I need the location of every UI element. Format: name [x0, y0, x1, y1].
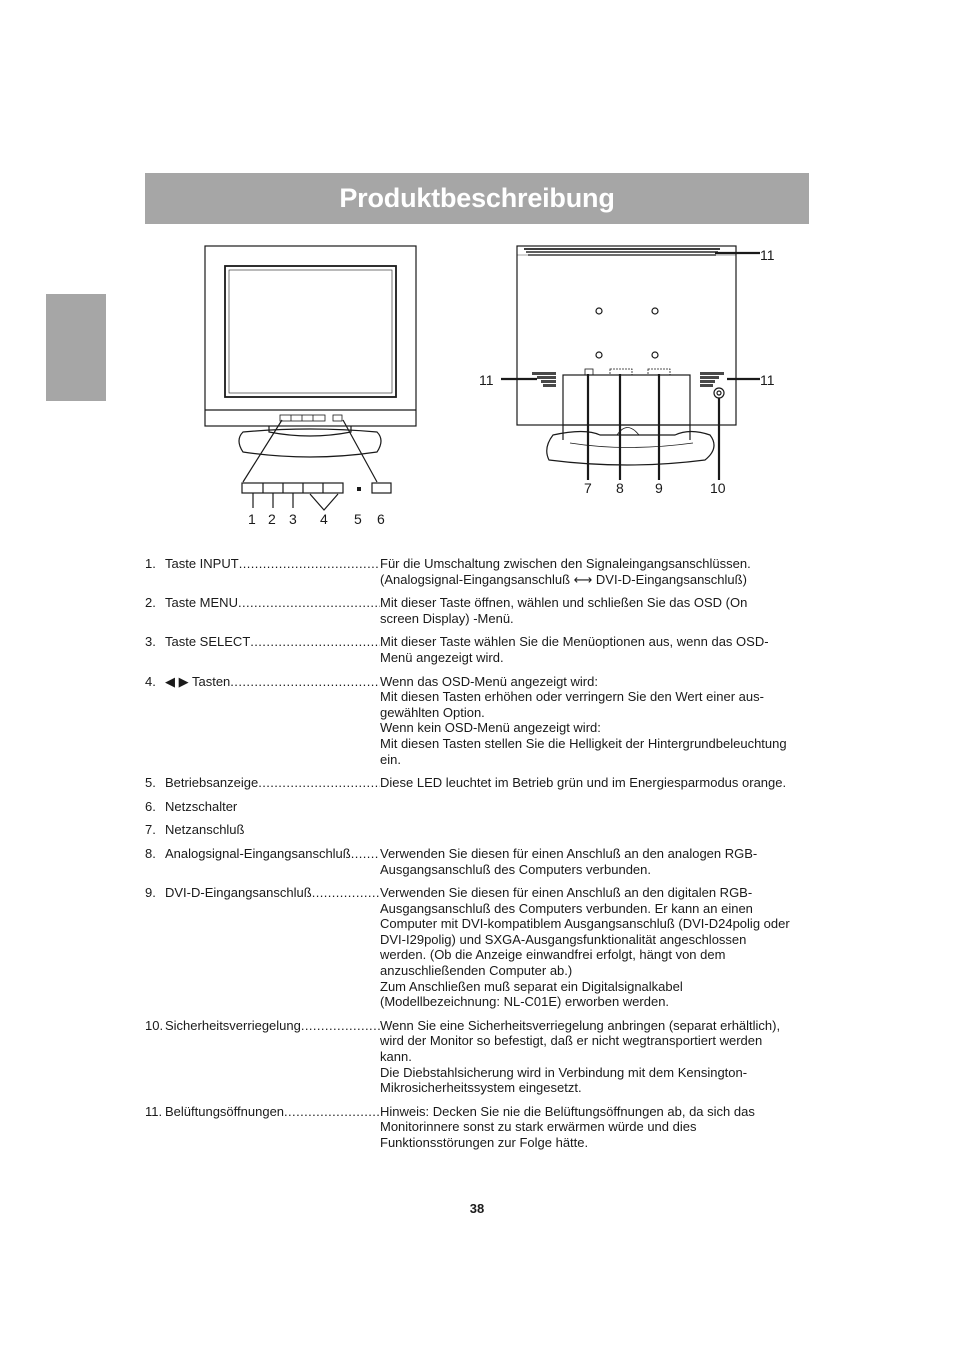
description-line: Mit dieser Taste öffnen, wählen und schließen Sie das OSD (On	[380, 595, 748, 611]
item-lead	[145, 846, 380, 877]
rear-label-10: 10	[710, 480, 726, 496]
rear-housing	[517, 246, 736, 425]
power-led	[357, 487, 361, 491]
list-item	[145, 674, 809, 768]
list-item	[145, 1104, 809, 1151]
item-name: Betriebsanzeige	[165, 775, 259, 791]
item-lead	[145, 822, 380, 838]
description-list	[145, 556, 809, 1159]
page-title: Produktbeschreibung	[145, 173, 809, 224]
vesa-hole	[652, 308, 658, 314]
item-name: Netzschalter	[165, 798, 238, 814]
description-line: Wenn kein OSD-Menü angezeigt wird:	[380, 720, 601, 736]
item-description	[380, 674, 809, 768]
front-label-3: 3	[289, 511, 297, 527]
dot-leader	[284, 1104, 380, 1151]
item-number: 6.	[145, 798, 156, 814]
item-name: Analogsignal-Eingangsanschluß	[165, 845, 351, 861]
description-line: gewählten Option.	[380, 704, 485, 720]
side-tab	[46, 294, 106, 401]
description-line: DVI-I29polig) und SXGA-Ausgangsfunktionalität angeschlossen	[380, 931, 747, 947]
vesa-hole	[596, 352, 602, 358]
vesa-hole	[652, 352, 658, 358]
dot-leader	[230, 674, 380, 768]
item-number: 4.	[145, 673, 156, 689]
item-lead	[145, 674, 380, 768]
description-line: Menü angezeigt wird.	[380, 649, 504, 665]
list-item	[145, 846, 809, 877]
product-figure	[145, 230, 809, 530]
item-name: Sicherheitsverriegelung	[165, 1017, 301, 1033]
description-line: ein.	[380, 751, 401, 767]
item-description	[380, 634, 809, 665]
item-number: 2.	[145, 595, 156, 611]
description-line: wird der Monitor so befestigt, daß er nicht wegtransportiert werden	[380, 1033, 763, 1049]
front-label-4: 4	[320, 511, 328, 527]
item-lead	[145, 556, 380, 587]
item-lead	[145, 799, 380, 815]
description-line: Hinweis: Decken Sie nie die Belüftungsöffnungen ab, da sich das	[380, 1103, 755, 1119]
front-label-1: 1	[248, 511, 256, 527]
description-line: Ausgangsanschluß des Computers verbunden.	[380, 861, 651, 877]
item-name: DVI-D-Eingangsanschluß	[165, 885, 312, 901]
item-lead	[145, 1104, 380, 1151]
description-line: Mit diesen Tasten stellen Sie die Helligkeit der Hintergrundbeleuchtung	[380, 735, 787, 751]
description-line: Für die Umschaltung zwischen den Signaleingangsanschlüssen.	[380, 556, 751, 571]
rear-label-9: 9	[655, 480, 663, 496]
item-description	[380, 799, 809, 815]
list-item	[145, 1018, 809, 1096]
kensington-slot	[714, 388, 724, 398]
description-line: screen Display) -Menü.	[380, 610, 514, 626]
item-number: 1.	[145, 556, 156, 571]
item-name: Taste SELECT	[165, 634, 251, 650]
dot-leader	[250, 634, 380, 665]
dot-leader	[351, 846, 380, 877]
description-line: Verwenden Sie diesen für einen Anschluß an den digitalen RGB-	[380, 885, 753, 901]
description-line: Die Diebstahlsicherung wird in Verbindung mit dem Kensington-	[380, 1064, 748, 1080]
item-lead	[145, 885, 380, 1010]
front-bezel	[205, 246, 416, 426]
description-line: Funktionsstörungen zur Folge hätte.	[380, 1135, 589, 1150]
description-line: (Modellbezeichnung: NL-C01E) erworben werden.	[380, 994, 670, 1010]
front-label-6: 6	[377, 511, 385, 527]
description-line: Mikrosicherheitssystem eingesetzt.	[380, 1080, 582, 1096]
item-number: 10.	[145, 1017, 164, 1033]
item-lead	[145, 1018, 380, 1096]
item-number: 9.	[145, 885, 156, 901]
list-item	[145, 775, 809, 791]
item-description	[380, 822, 809, 838]
item-description	[380, 1104, 809, 1151]
item-name: Taste MENU	[165, 595, 238, 611]
page-number: 38	[469, 1201, 485, 1216]
description-line: anzuschließenden Computer ab.)	[380, 963, 573, 979]
item-description	[380, 885, 809, 1010]
description-line: Monitorinnere sonst zu stark erwärmen würde und dies	[380, 1119, 697, 1135]
item-lead	[145, 595, 380, 626]
dot-leader	[312, 885, 380, 1010]
description-line: werden. (Ob die Anzeige einwandfrei erfolgt, hängt von dem	[380, 947, 726, 963]
item-number: 7.	[145, 822, 156, 838]
rear-label-vent-left: 11	[479, 372, 494, 388]
item-description	[380, 846, 809, 877]
description-line: Wenn das OSD-Menü angezeigt wird:	[380, 673, 598, 689]
item-name: ◀ ▶ Tasten	[165, 673, 231, 689]
front-screen	[225, 266, 396, 397]
rear-label-vent-right: 11	[760, 372, 775, 388]
item-name: Belüftungsöffnungen	[165, 1103, 285, 1119]
description-line: Mit dieser Taste wählen Sie die Menüoptionen aus, wenn das OSD-	[380, 634, 769, 650]
list-item	[145, 822, 809, 838]
item-description	[380, 775, 809, 791]
front-label-2: 2	[268, 511, 276, 527]
description-line: Verwenden Sie diesen für einen Anschluß an den analogen RGB-	[380, 845, 758, 861]
item-number: 5.	[145, 775, 156, 791]
description-line: Mit diesen Tasten erhöhen oder verringern Sie den Wert einer aus-	[380, 689, 764, 705]
description-line: (Analogsignal-Eingangsanschluß ⟷ DVI-D-Eingangsanschluß)	[380, 571, 747, 587]
list-item	[145, 799, 809, 815]
item-number: 3.	[145, 634, 156, 650]
rear-label-7: 7	[584, 480, 592, 496]
item-number: 11.	[145, 1103, 163, 1119]
item-lead	[145, 634, 380, 665]
front-label-5: 5	[354, 511, 362, 527]
dot-leader	[301, 1018, 380, 1096]
description-line: Diese LED leuchtet im Betrieb grün und im Energiesparmodus orange.	[380, 775, 787, 791]
item-description	[380, 556, 809, 587]
description-line: Ausgangsanschluß des Computers verbunden. Er kann an einen	[380, 900, 753, 916]
description-line: kann.	[380, 1049, 412, 1065]
dot-leader	[239, 556, 380, 587]
item-description	[380, 1018, 809, 1096]
item-lead	[145, 775, 380, 791]
description-line: Wenn Sie eine Sicherheitsverriegelung anbringen (separat erhältlich),	[380, 1017, 781, 1033]
item-name: Netzanschluß	[165, 822, 245, 838]
dot-leader	[238, 595, 380, 626]
list-item	[145, 556, 809, 587]
description-line: Computer mit DVI-kompatiblem Ausgangsanschluß (DVI-D24polig oder	[380, 916, 790, 932]
description-line: Zum Anschließen muß separat ein Digitalsignalkabel	[380, 978, 683, 994]
rear-label-vent-top: 11	[760, 247, 775, 263]
item-name: Taste INPUT	[165, 556, 239, 571]
rear-label-8: 8	[616, 480, 624, 496]
item-number: 8.	[145, 845, 156, 861]
list-item	[145, 595, 809, 626]
vesa-hole	[596, 308, 602, 314]
list-item	[145, 634, 809, 665]
item-description	[380, 595, 809, 626]
list-item	[145, 885, 809, 1010]
dot-leader	[258, 775, 380, 791]
